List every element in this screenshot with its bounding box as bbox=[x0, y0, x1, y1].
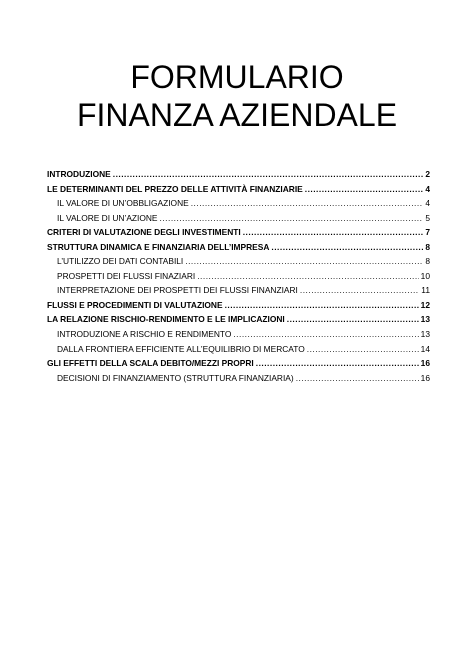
toc-entry-label: INTRODUZIONE A RISCHIO E RENDIMENTO bbox=[57, 329, 232, 340]
toc-entry-page: 2 bbox=[425, 169, 430, 179]
toc-leader-dots bbox=[305, 182, 424, 197]
toc-entry-determinanti[interactable] bbox=[47, 182, 430, 197]
toc-entry-label: FLUSSI E PROCEDIMENTI DI VALUTAZIONE bbox=[47, 299, 223, 310]
toc-leader-dots bbox=[287, 312, 419, 327]
toc-entry-page: 11 bbox=[421, 285, 430, 296]
toc-leader-dots bbox=[160, 211, 424, 226]
toc-entry-decisioni-finanziamento[interactable] bbox=[47, 371, 430, 386]
toc-entry-valore-obbligazione[interactable] bbox=[47, 196, 430, 211]
toc-entry-valore-azione[interactable] bbox=[47, 211, 430, 226]
toc-entry-page: 13 bbox=[420, 329, 430, 340]
title-line-1: FORMULARIO bbox=[130, 59, 344, 95]
toc-entry-page: 12 bbox=[420, 299, 430, 310]
toc-entry-label: CRITERI DI VALUTAZIONE DEGLI INVESTIMENTI bbox=[47, 227, 241, 238]
toc-entry-label: INTERPRETAZIONE DEI PROSPETTI DEI FLUSSI FINANZIARI bbox=[57, 285, 298, 296]
toc-leader-dots bbox=[307, 342, 419, 357]
toc-entry-label: INTRODUZIONE bbox=[47, 169, 111, 179]
toc-entry-rischio-rendimento[interactable] bbox=[47, 312, 430, 327]
table-of-contents bbox=[47, 167, 430, 385]
toc-entry-struttura-dinamica[interactable] bbox=[47, 240, 430, 255]
toc-entry-label: PROSPETTI DEI FLUSSI FINAZIARI bbox=[57, 270, 196, 281]
toc-entry-page: 4 bbox=[425, 198, 430, 209]
toc-entry-label: IL VALORE DI UN’OBBLIGAZIONE bbox=[57, 198, 189, 209]
toc-entry-label: IL VALORE DI UN’AZIONE bbox=[57, 212, 158, 223]
toc-entry-page: 4 bbox=[425, 183, 430, 194]
toc-entry-page: 8 bbox=[425, 241, 430, 252]
toc-entry-label: DALLA FRONTIERA EFFICIENTE ALL’EQUILIBRIO DI MERCATO bbox=[57, 343, 305, 354]
toc-entry-label: DECISIONI DI FINANZIAMENTO (STRUTTURA FINANZIARIA) bbox=[57, 372, 294, 383]
toc-entry-page: 16 bbox=[420, 358, 430, 369]
toc-entry-page: 14 bbox=[420, 343, 430, 354]
toc-leader-dots bbox=[300, 283, 419, 298]
title-line-2: FINANZA AZIENDALE bbox=[76, 97, 398, 133]
toc-entry-introduzione[interactable] bbox=[47, 167, 430, 182]
toc-entry-label: L’UTILIZZO DEI DATI CONTABILI bbox=[57, 256, 184, 267]
toc-entry-page: 8 bbox=[425, 256, 430, 267]
toc-leader-dots bbox=[197, 269, 418, 284]
toc-leader-dots bbox=[296, 371, 419, 386]
toc-entry-dati-contabili[interactable] bbox=[47, 254, 430, 269]
toc-entry-page: 5 bbox=[425, 212, 430, 223]
toc-entry-label: GLI EFFETTI DELLA SCALA DEBITO/MEZZI PROPRI bbox=[47, 358, 254, 369]
document-title bbox=[0, 58, 474, 134]
toc-leader-dots bbox=[233, 327, 418, 342]
toc-entry-flussi-procedimenti[interactable] bbox=[47, 298, 430, 313]
toc-leader-dots bbox=[256, 356, 419, 371]
toc-entry-page: 16 bbox=[420, 372, 430, 383]
toc-leader-dots bbox=[225, 298, 419, 313]
toc-leader-dots bbox=[243, 225, 424, 240]
toc-entry-effetti-scala-debito[interactable] bbox=[47, 356, 430, 371]
toc-entry-interpretazione-prospetti[interactable] bbox=[47, 283, 430, 298]
toc-leader-dots bbox=[113, 167, 424, 182]
toc-leader-dots bbox=[191, 196, 424, 211]
toc-entry-label: LA RELAZIONE RISCHIO-RENDIMENTO E LE IMPLICAZIONI bbox=[47, 314, 285, 325]
toc-entry-page: 10 bbox=[420, 270, 430, 281]
toc-entry-page: 13 bbox=[420, 314, 430, 325]
toc-leader-dots bbox=[271, 240, 423, 255]
toc-entry-frontiera-efficiente[interactable] bbox=[47, 342, 430, 357]
toc-leader-dots bbox=[185, 254, 423, 269]
toc-entry-prospetti-flussi[interactable] bbox=[47, 269, 430, 284]
toc-entry-introduzione-rischio[interactable] bbox=[47, 327, 430, 342]
toc-entry-label: LE DETERMINANTI DEL PREZZO DELLE ATTIVITÀ FINANZIARIE bbox=[47, 183, 303, 194]
toc-entry-criteri-valutazione[interactable] bbox=[47, 225, 430, 240]
toc-entry-page: 7 bbox=[425, 227, 430, 238]
toc-entry-label: STRUTTURA DINAMICA E FINANZIARIA DELL’IMPRESA bbox=[47, 241, 270, 252]
